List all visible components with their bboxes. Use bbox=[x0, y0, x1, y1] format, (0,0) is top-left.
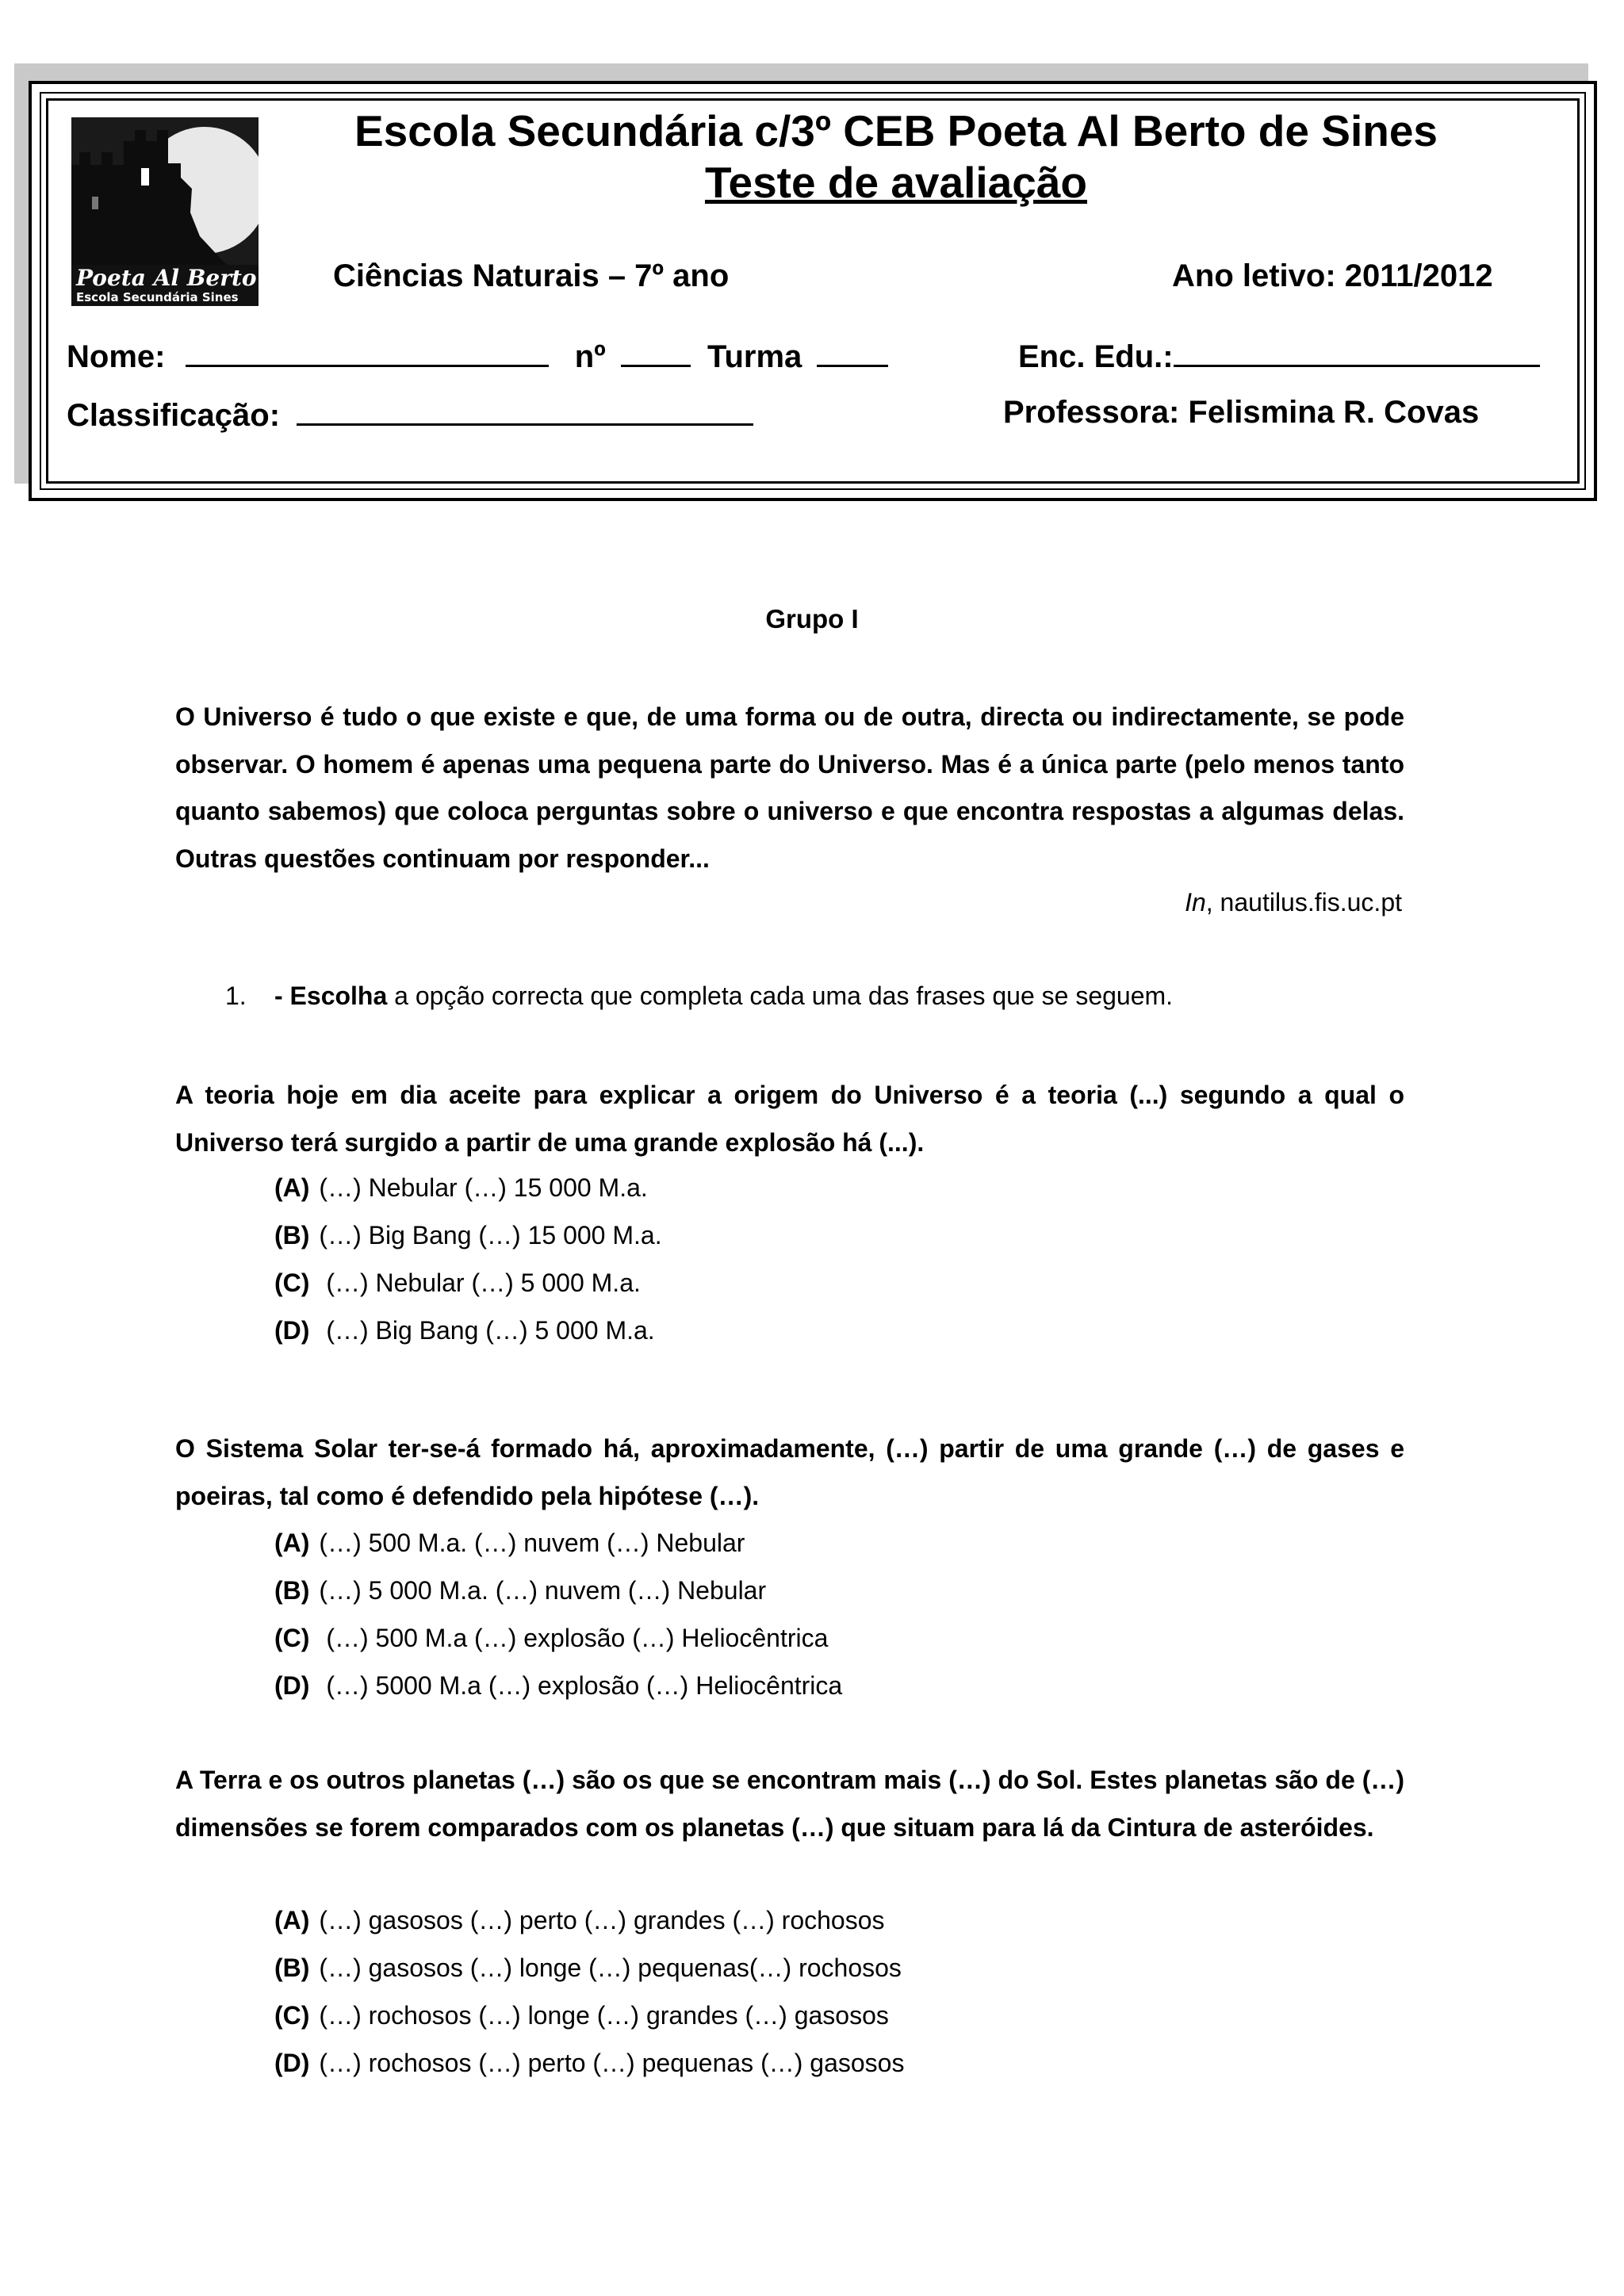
question-verb: - Escolha bbox=[274, 982, 388, 1010]
logo-text: Poeta Al Berto bbox=[76, 265, 257, 291]
guardian-line bbox=[1018, 336, 1540, 375]
item-2-option-c[interactable]: (C) (…) 500 M.a (…) explosão (…) Heliocêntrica bbox=[274, 1624, 829, 1652]
source-rest: , nautilus.fis.uc.pt bbox=[1205, 888, 1402, 916]
school-name: Escola Secundária c/3º CEB Poeta Al Berto de Sines bbox=[354, 106, 1438, 155]
item-1-option-b[interactable]: (B) (…) Big Bang (…) 15 000 M.a. bbox=[274, 1221, 662, 1249]
grade-line bbox=[67, 395, 753, 434]
name-label: Nome: bbox=[67, 339, 166, 374]
number-label: nº bbox=[574, 339, 606, 374]
item-1-option-d[interactable]: (D) (…) Big Bang (…) 5 000 M.a. bbox=[274, 1316, 655, 1345]
question-1 bbox=[225, 982, 1173, 1011]
name-field[interactable] bbox=[186, 336, 549, 367]
number-field[interactable] bbox=[621, 336, 691, 367]
item-2-option-d[interactable]: (D) (…) 5000 M.a (…) explosão (…) Heliocêntrica bbox=[274, 1671, 843, 1700]
class-label: Turma bbox=[707, 339, 802, 374]
item-1-option-c[interactable]: (C) (…) Nebular (…) 5 000 M.a. bbox=[274, 1269, 641, 1297]
item-2-stem: O Sistema Solar ter-se-á formado há, aproximadamente, (…) partir de uma grande (…) de gases e poeiras, tal como é defendido pela hipótese (…). bbox=[175, 1434, 1404, 1510]
test-title: Teste de avaliação bbox=[704, 158, 1088, 207]
intro-text: O Universo é tudo o que existe e que, de uma forma ou de outra, directa ou indirectamente, se pode observar. O homem é apenas uma pequena parte do Universo. Mas é a única parte (pelo menos tanto quanto sabemos) que coloca perguntas sobre o universo e que encontra respostas a algumas delas. Outras questões continuam por responder... bbox=[175, 702, 1404, 873]
question-number: 1. bbox=[225, 982, 247, 1010]
school-year: Ano letivo: 2011/2012 bbox=[1172, 258, 1493, 293]
grade-label: Classificação: bbox=[67, 398, 281, 433]
guardian-field[interactable] bbox=[1174, 336, 1540, 367]
group-title: Grupo I bbox=[765, 604, 859, 633]
item-3-option-a[interactable]: (A) (…) gasosos (…) perto (…) grandes (…) rochosos bbox=[274, 1906, 885, 1934]
intro-source bbox=[1185, 888, 1402, 917]
school-logo bbox=[71, 117, 259, 306]
item-3-option-c[interactable]: (C) (…) rochosos (…) longe (…) grandes (…) gasosos bbox=[274, 2001, 889, 2030]
item-3-stem: A Terra e os outros planetas (…) são os que se encontram mais (…) do Sol. Estes planetas são de (…) dimensões se forem comparados com os planetas (…) que situam para lá da Cintura de asteróides. bbox=[175, 1766, 1404, 1842]
guardian-label: Enc. Edu.: bbox=[1018, 339, 1174, 374]
item-2-option-a[interactable]: (A) (…) 500 M.a. (…) nuvem (…) Nebular bbox=[274, 1529, 745, 1557]
item-3-option-b[interactable]: (B) (…) gasosos (…) longe (…) pequenas(…) rochosos bbox=[274, 1954, 902, 1982]
student-line bbox=[67, 336, 888, 375]
item-1-option-a[interactable]: (A) (…) Nebular (…) 15 000 M.a. bbox=[274, 1173, 648, 1202]
teacher: Professora: Felismina R. Covas bbox=[1003, 395, 1480, 430]
source-prefix: In bbox=[1185, 888, 1206, 916]
item-3-option-d[interactable]: (D) (…) rochosos (…) perto (…) pequenas (…) gasosos bbox=[274, 2049, 905, 2077]
logo-subtext: Escola Secundária Sines bbox=[76, 290, 239, 304]
grade-field[interactable] bbox=[297, 395, 753, 426]
subject: Ciências Naturais – 7º ano bbox=[333, 258, 730, 293]
item-1-stem: A teoria hoje em dia aceite para explicar a origem do Universo é a teoria (...) segundo a qual o Universo terá surgido a partir de uma grande explosão há (...). bbox=[175, 1081, 1404, 1157]
item-2-option-b[interactable]: (B) (…) 5 000 M.a. (…) nuvem (…) Nebular bbox=[274, 1576, 767, 1605]
question-text: a opção correcta que completa cada uma das frases que se seguem. bbox=[387, 982, 1174, 1010]
class-field[interactable] bbox=[817, 336, 888, 367]
